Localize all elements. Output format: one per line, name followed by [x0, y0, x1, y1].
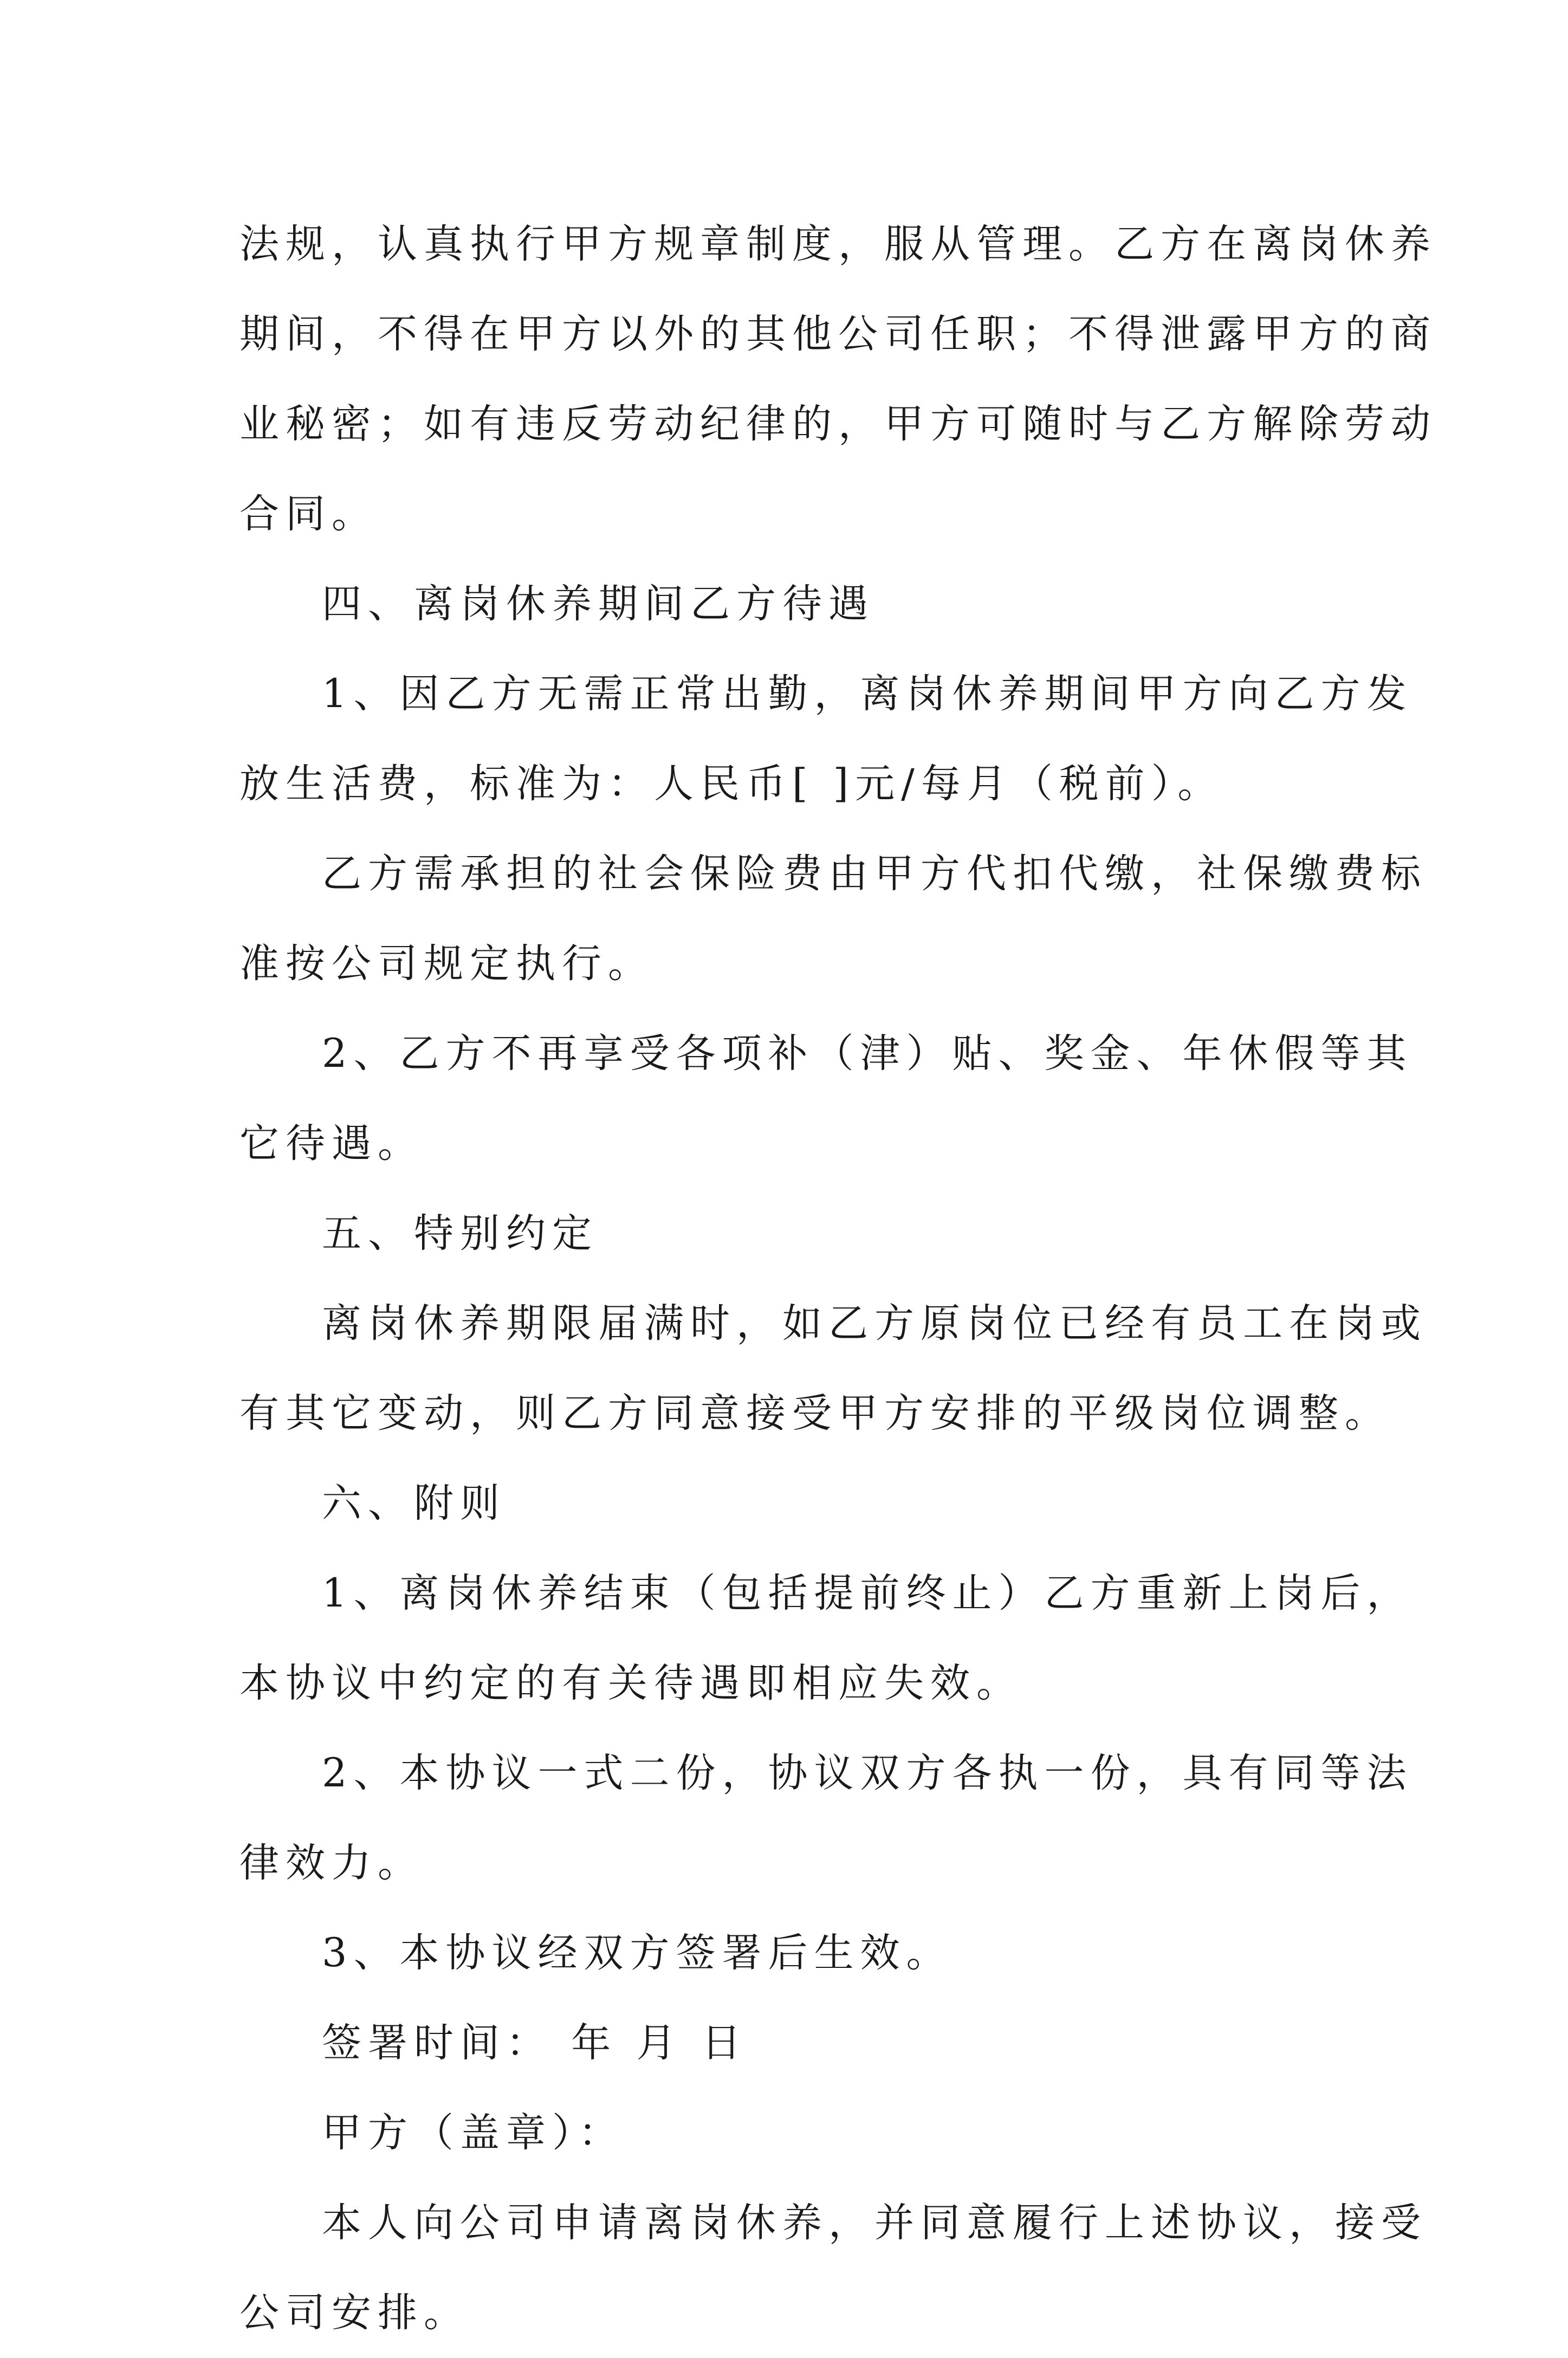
paragraph-line: 放生活费，标准为：人民币[ ]元/每月（税前）。 [239, 761, 1224, 807]
section-heading: 六、附则 [322, 1480, 506, 1526]
paragraph-line: 期间，不得在甲方以外的其他公司任职；不得泄露甲方的商 [239, 311, 1437, 357]
paragraph-line: 乙方需承担的社会保险费由甲方代扣代缴，社保缴费标 [322, 851, 1427, 897]
paragraph-line: 合同。 [239, 491, 378, 537]
paragraph-line: 3、本协议经双方签署后生效。 [322, 1930, 953, 1976]
paragraph-line: 业秘密；如有违反劳动纪律的，甲方可随时与乙方解除劳动 [239, 401, 1437, 447]
paragraph-line: 离岗休养期限届满时，如乙方原岗位已经有员工在岗或 [322, 1300, 1427, 1346]
section-heading: 五、特别约定 [322, 1210, 598, 1256]
paragraph-line: 准按公司规定执行。 [239, 941, 654, 987]
paragraph-line: 它待遇。 [239, 1120, 424, 1167]
paragraph-line: 法规，认真执行甲方规章制度，服从管理。乙方在离岗休养 [239, 221, 1437, 267]
paragraph-line: 1、离岗休养结束（包括提前终止）乙方重新上岗后， [322, 1570, 1413, 1616]
paragraph-line: 有其它变动，则乙方同意接受甲方安排的平级岗位调整。 [239, 1390, 1391, 1436]
paragraph-line: 2、乙方不再享受各项补（津）贴、奖金、年休假等其 [322, 1031, 1413, 1077]
paragraph-line: 本协议中约定的有关待遇即相应失效。 [239, 1660, 1022, 1706]
document-body [239, 199, 1437, 2358]
paragraph-line: 本人向公司申请离岗休养，并同意履行上述协议，接受 [322, 2200, 1427, 2246]
paragraph-line: 律效力。 [239, 1840, 424, 1886]
paragraph-line: 公司安排。 [239, 2290, 470, 2336]
paragraph-line: 2、本协议一式二份，协议双方各执一份，具有同等法 [322, 1750, 1413, 1796]
section-heading: 四、离岗休养期间乙方待遇 [322, 581, 874, 627]
signature-date-line: 签署时间： 年 月 日 [322, 2020, 748, 2066]
party-a-seal-line: 甲方（盖章）： [322, 2110, 625, 2156]
paragraph-line: 1、因乙方无需正常出勤，离岗休养期间甲方向乙方发 [322, 671, 1413, 717]
